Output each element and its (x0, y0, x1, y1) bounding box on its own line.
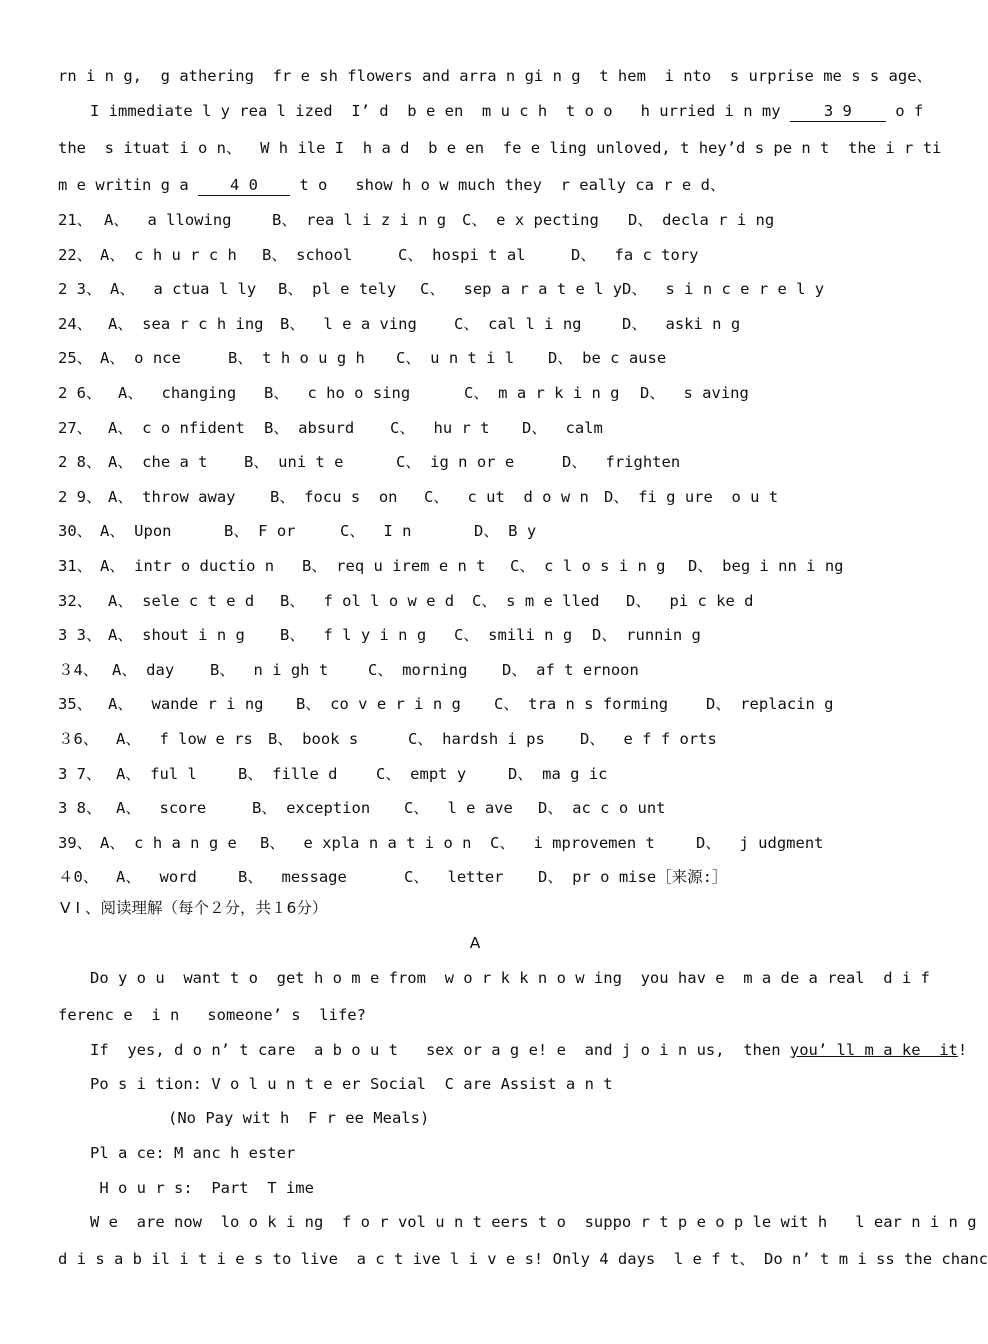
question-number: 32、 (58, 592, 93, 610)
option-b: B、 fille d (238, 765, 338, 783)
option-d: D、 fa c tory (571, 246, 699, 264)
option-a: A、 intr o ductio n (100, 557, 275, 575)
option-a: A、 a llowing (104, 211, 232, 229)
option-a: A、 Upon (100, 522, 172, 540)
option-b: B、 school (262, 246, 353, 264)
option-b: B、 pl e tely (278, 280, 397, 298)
passage-a-line: Do y o u want t o get h o m e from w o r k k n o w ing you hav e m a de a real d i f (90, 969, 930, 987)
option-d: D、 runnin g (592, 626, 701, 644)
option-c: C、 morning (368, 661, 468, 679)
option-b: B、 absurd (264, 419, 355, 437)
position-line: Po s i tion: V o l u n t e er Social C are Assist a n t (90, 1075, 613, 1093)
question-number: 22、 (58, 246, 93, 264)
option-c: C、 tra n s forming (494, 695, 669, 713)
option-d: D、 B y (474, 522, 537, 540)
option-b: B、 focu s on (270, 488, 398, 506)
question-number: ３4、 (58, 661, 99, 679)
option-a: A、 score (116, 799, 207, 817)
option-b: B、 req u irem e n t (302, 557, 486, 575)
option-d: D、 frighten (562, 453, 681, 471)
passage-text: t o show h o w much they r eally ca r e d、 (289, 176, 726, 194)
underlined-phrase: you’ ll m a ke it (789, 1041, 958, 1059)
option-a: A、 f low e rs (116, 730, 253, 748)
option-a: A、 day (112, 661, 175, 679)
option-a: A、 c h u r c h (100, 246, 237, 264)
blank-40: 4 0 (198, 175, 290, 196)
option-d: D、 fi g ure o u t (604, 488, 779, 506)
passage-a-line: W e are now lo o k i ng f o r vol u n t eers t o suppo r t p e o p le wit h l ear n i n g (90, 1213, 977, 1231)
option-a: A、 wande r i ng (108, 695, 264, 713)
question-number: ４0、 (58, 868, 99, 886)
question-number: 3 8、 (58, 799, 102, 817)
option-c: C、 m a r k i n g (464, 384, 620, 402)
option-c: C、 hospi t al (398, 246, 526, 264)
option-b: B、 rea l i z i n g (272, 211, 447, 229)
option-b: B、 e xpla n a t i o n (260, 834, 472, 852)
option-a: A、 throw away (108, 488, 236, 506)
option-c: C、 ig n or e (396, 453, 515, 471)
question-number: 24、 (58, 315, 93, 333)
passage-a-line: d i s a b il i t i e s to live a c t ive l i v e s! Only 4 days l e f t、 Do n’ t m i ss the chanc (58, 1250, 988, 1268)
option-c: C、 s m e lled (472, 592, 600, 610)
option-b: B、 t h o u g h (228, 349, 365, 367)
option-d: D、 af t ernoon (502, 661, 639, 679)
option-a: A、 changing (118, 384, 237, 402)
option-d: D、 aski n g (622, 315, 741, 333)
option-b: B、 exception (252, 799, 371, 817)
option-a: A、 sele c t e d (108, 592, 255, 610)
option-a: A、 che a t (108, 453, 208, 471)
option-b: B、 l e a ving (280, 315, 417, 333)
option-c: C、 i mprovemen t (490, 834, 655, 852)
option-d: D、 beg i nn i ng (688, 557, 844, 575)
option-d: D、 j udgment (696, 834, 824, 852)
question-number: 35、 (58, 695, 93, 713)
option-c: C、 c l o s i n g (510, 557, 666, 575)
question-number: 39、 (58, 834, 93, 852)
option-b: B、 uni t e (244, 453, 344, 471)
option-a: A、 word (116, 868, 197, 886)
option-a: A、 shout i n g (108, 626, 245, 644)
option-c: C、 hu r t (390, 419, 490, 437)
option-d: D、 replacin g (706, 695, 834, 713)
option-d: D、 pr o mise［来源:］ (538, 868, 728, 886)
option-c: C、 smili n g (454, 626, 573, 644)
passage-line (90, 101, 923, 122)
question-number: 21、 (58, 211, 93, 229)
passage-text: I immediate l y rea l ized I’ d b e en m u c h t o o h urried i n my (90, 102, 790, 120)
passage-label: A (469, 934, 481, 952)
option-d: D、 e f f orts (580, 730, 717, 748)
passage-line (58, 175, 725, 196)
question-number: 27、 (58, 419, 93, 437)
option-c: C、 cal l i ng (454, 315, 582, 333)
passage-text: o f (885, 102, 924, 120)
passage-line: the s ituat i o n、 W h ile I h a d b e en fe e ling unloved, t hey’d s pe n t the i r ti (58, 139, 942, 157)
option-d: D、 ma g ic (508, 765, 608, 783)
option-b: B、 F or (224, 522, 296, 540)
passage-text: m e writin g a (58, 176, 198, 194)
pay-line: (No Pay wit h F r ee Meals) (168, 1109, 430, 1127)
question-number: 2 6、 (58, 384, 102, 402)
option-d: D、 s i n c e r e l y (622, 280, 825, 298)
passage-line: rn i n g, g athering fr e sh flowers and arra n gi n g t hem i nto s urprise me s s age、 (58, 67, 933, 85)
option-a: A、 ful l (116, 765, 197, 783)
passage-a-line: ferenc e i n someone’ s life? (58, 1006, 366, 1024)
question-number: ３6、 (58, 730, 99, 748)
option-c: C、 hardsh i ps (408, 730, 545, 748)
option-d: D、 calm (522, 419, 603, 437)
option-c: C、 sep a r a t e l y (420, 280, 623, 298)
option-c: C、 u n t i l (396, 349, 515, 367)
passage-a-line (90, 1040, 967, 1060)
passage-text: If yes, d o n’ t care a b o u t sex or a g e! e and j o i n us, then (90, 1041, 790, 1059)
option-a: A、 c o nfident (108, 419, 245, 437)
option-b: B、 f ol l o w e d (280, 592, 455, 610)
option-c: C、 c ut d o w n (424, 488, 589, 506)
option-a: A、 sea r c h ing (108, 315, 264, 333)
question-number: 2 8、 (58, 453, 102, 471)
option-d: D、 ac c o unt (538, 799, 666, 817)
option-c: C、 empt y (376, 765, 467, 783)
option-c: C、 I n (340, 522, 412, 540)
option-d: D、 be c ause (548, 349, 667, 367)
place-line: Pl a ce: M anc h ester (90, 1144, 296, 1162)
option-d: D、 pi c ke d (626, 592, 754, 610)
question-number: 25、 (58, 349, 93, 367)
blank-39: 3 9 (790, 101, 886, 122)
option-c: C、 letter (404, 868, 504, 886)
option-b: B、 n i gh t (210, 661, 329, 679)
option-b: B、 f l y i n g (280, 626, 427, 644)
hours-line: H o u r s: Part T ime (90, 1179, 314, 1197)
question-number: 31、 (58, 557, 93, 575)
section-title: V I 、阅读理解（每个２分，共１6分） (60, 899, 328, 917)
option-b: B、 co v e r i n g (296, 695, 461, 713)
question-number: 2 9、 (58, 488, 102, 506)
question-number: 3 3、 (58, 626, 102, 644)
option-a: A、 o nce (100, 349, 181, 367)
option-b: B、 message (238, 868, 347, 886)
question-number: 2 3、 (58, 280, 102, 298)
option-d: D、 s aving (640, 384, 749, 402)
question-number: 30、 (58, 522, 93, 540)
option-a: A、 c h a n g e (100, 834, 237, 852)
option-a: A、 a ctua l ly (110, 280, 257, 298)
passage-text: ! (957, 1041, 968, 1059)
option-b: B、 book s (268, 730, 359, 748)
option-d: D、 decla r i ng (628, 211, 775, 229)
option-c: C、 e x pecting (462, 211, 599, 229)
option-c: C、 l e ave (404, 799, 513, 817)
question-number: 3 7、 (58, 765, 102, 783)
option-b: B、 c ho o sing (264, 384, 411, 402)
